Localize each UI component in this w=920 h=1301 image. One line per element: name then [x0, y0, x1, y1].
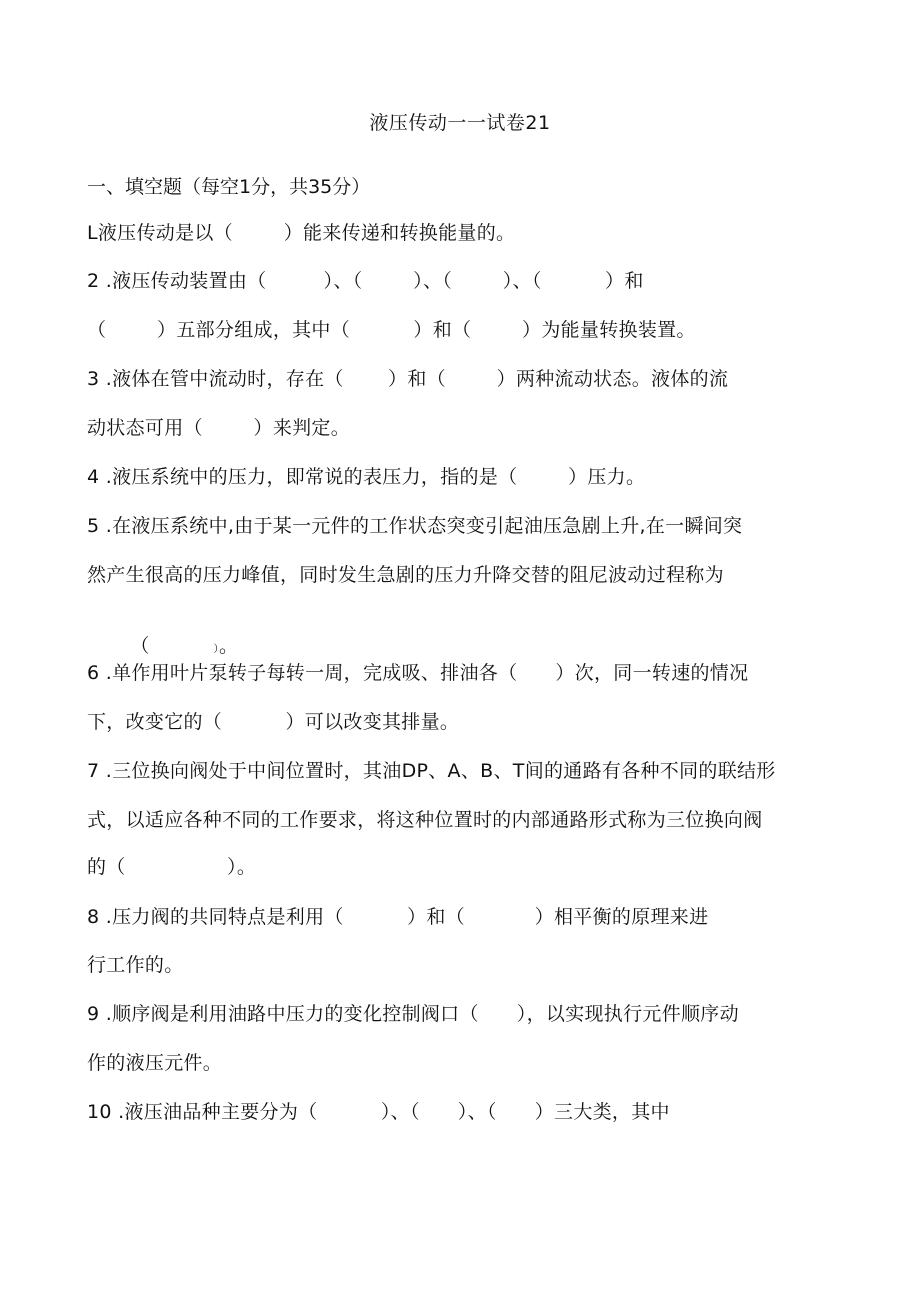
question-8-line-1: 8 .压力阀的共同特点是利用（ ）和（ ）相平衡的原理来进: [87, 906, 709, 928]
question-2-line-1: 2 .液压传动装置由（ ）、（ ）、（ ）、（ ）和: [87, 270, 644, 292]
question-10-line-1: 10 .液压油品种主要分为（ ）、（ ）、（ ）三大类，其中: [87, 1101, 670, 1123]
question-1-line-1: L液压传动是以（ ）能来传递和转换能量的。: [87, 222, 516, 244]
question-9-line-1: 9 .顺序阀是利用油路中压力的变化控制阀口（ ），以实现执行元件顺序动: [87, 1003, 739, 1025]
question-7-line-3: 的（ ）。: [87, 856, 257, 878]
exam-title: 液压传动一一试卷21: [369, 112, 551, 134]
question-7-line-1: 7 .三位换向阀处于中间位置时，其油DP、A、B、T间的通路有各种不同的联结形: [87, 760, 776, 782]
question-5-line-2: 然产生很高的压力峰值，同时发生急剧的压力升降交替的阻尼波动过程称为: [87, 564, 724, 586]
question-6-line-2: 下，改变它的（ ）可以改变其排量。: [87, 711, 460, 733]
blank-open-paren: （: [130, 635, 150, 657]
question-3-line-1: 3 .液体在管中流动时，存在（ ）和（ ）两种流动状态。液体的流: [87, 368, 729, 390]
question-3-line-2: 动状态可用（ ）来判定。: [87, 417, 351, 439]
question-7-line-2: 式，以适应各种不同的工作要求，将这种位置时的内部通路形式称为三位换向阀: [87, 809, 763, 831]
question-2-line-2: （ ）五部分组成，其中（ ）和（ ）为能量转换装置。: [87, 319, 696, 341]
question-5-line-1: 5 .在液压系统中,由于某一元件的工作状态突变引起油压急剧上升,在一瞬间突: [87, 515, 743, 537]
question-9-line-2: 作的液压元件。: [87, 1052, 223, 1074]
blank-close-paren: ）: [213, 644, 219, 655]
question-8-line-2: 行工作的。: [87, 954, 184, 976]
question-6-line-1: 6 .单作用叶片泵转子每转一周，完成吸、排油各（ ）次，同一转速的情况: [87, 662, 749, 684]
section-heading-fill-in: 一、填空题（每空1分，共35分）: [87, 176, 371, 198]
sentence-end: 。: [218, 635, 239, 657]
question-4-line-1: 4 .液压系统中的压力，即常说的表压力，指的是（ ）压力。: [87, 466, 646, 488]
